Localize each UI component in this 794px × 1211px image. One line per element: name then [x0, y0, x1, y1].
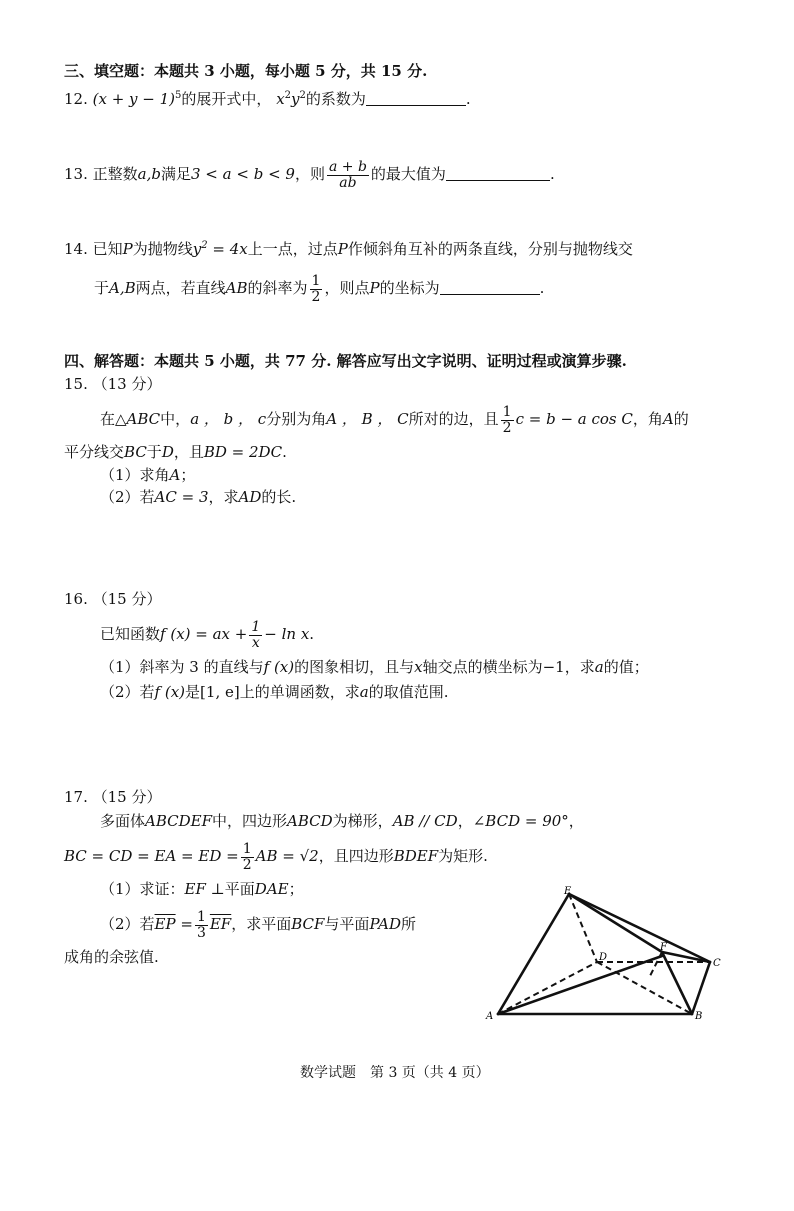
- q12-answer-blank[interactable]: [366, 90, 466, 106]
- q17-line1: 多面体ABCDEF中，四边形ABCD为梯形，AB // CD，∠BCD = 90°，: [100, 812, 584, 830]
- page-footer: 数学试题 第 3 页（共 4 页）: [300, 1065, 490, 1081]
- label-e: E: [564, 886, 572, 897]
- q17-fraction: $\frac{1}{2}$: [242, 841, 252, 873]
- q12-text2: 的系数为: [305, 90, 366, 108]
- polyhedron-figure: [484, 886, 724, 1026]
- label-d: D: [599, 952, 608, 963]
- hidden-edge-fp: [649, 952, 662, 978]
- label-f: F: [660, 942, 667, 953]
- edge-ea: [498, 894, 569, 1014]
- q17-fraction-third: $\frac{1}{3}$: [196, 909, 206, 941]
- q12-number: 12.: [64, 90, 88, 108]
- edge-bc: [692, 962, 710, 1014]
- question-12: 12. $(x + y - 1)^5$的展开式中， $x^2y^2$的系数为 .: [64, 90, 471, 108]
- edge-ap: [498, 956, 662, 1014]
- q15-line2: 平分线交BC于D，且BD = 2DC.: [64, 443, 287, 461]
- q15-header: 15. （13 分）: [64, 375, 162, 393]
- q17-line2: BC = CD = EA = ED = $\frac{1}{2}$ AB = √2，且四边形BDEF为矩形.: [64, 841, 488, 873]
- question-14-line1: 14. 已知P为抛物线$y^2 = 4x$上一点，过点P作倾斜角互补的两条直线，分别与抛物线交: [64, 240, 633, 258]
- hidden-edge-db: [597, 962, 692, 1014]
- question-14-line2: 于A,B两点，若直线AB的斜率为 $\frac{1}{2}$ ，则点P的坐标为 .: [94, 273, 545, 305]
- q16-fraction: $\frac{1}{x}$: [251, 619, 261, 651]
- q17-vector-ef: $\overline{EF}$: [209, 915, 232, 934]
- q16-part2: （2）若f (x)是[1, e]上的单调函数，求a的取值范围.: [100, 683, 449, 701]
- q15-part2: （2）若AC = 3，求AD的长.: [100, 488, 297, 506]
- edge-ef: [569, 894, 662, 952]
- question-13: 13. 正整数a,b满足3 < a < b < 9，则 $\frac{a + b}{ab}$ 的最大值为 .: [64, 159, 555, 191]
- edge-ec: [569, 894, 710, 962]
- label-b: B: [695, 1011, 703, 1022]
- q17-part1: （1）求证：EF ⊥平面DAE；: [100, 880, 304, 898]
- q17-line-last: 成角的余弦值.: [64, 948, 159, 966]
- section4-heading: 四、解答题：本题共 5 小题，共 77 分. 解答应写出文字说明、证明过程或演算步骤.: [64, 352, 627, 370]
- q12-expression: (x + y − 1): [92, 90, 176, 108]
- q16-line1: 已知函数f (x) = ax + $\frac{1}{x}$ − ln x.: [100, 619, 315, 651]
- q16-header: 16. （15 分）: [64, 590, 162, 608]
- q15-part1: （1）求角A；: [100, 466, 196, 484]
- q13-inequality: 3 < a < b < 9: [191, 165, 295, 184]
- q12-exponent: 5: [175, 90, 182, 101]
- q12-text1: 的展开式中，: [181, 90, 272, 108]
- q15-line1: 在△ABC中，a ， b ， c分别为角A ， B ， C所对的边，且 $\frac{1}{2}$ c = b − a cos C，角A的: [100, 404, 689, 436]
- edge-fc: [662, 952, 710, 962]
- q13-answer-blank[interactable]: [446, 165, 550, 181]
- label-a: A: [486, 1011, 494, 1022]
- q17-part2: （2）若$\overline{EP}$ = $\frac{1}{3}$ $\overline{EF}$，求平面BCF与平面PAD所: [100, 909, 417, 941]
- q16-part1: （1）斜率为 3 的直线与f (x)的图象相切，且与x轴交点的横坐标为−1，求a的值；: [100, 658, 649, 676]
- q13-fraction: $\frac{a + b}{ab}$: [328, 159, 367, 191]
- label-c: C: [713, 958, 721, 969]
- q12-term-x: x: [276, 90, 285, 108]
- q17-header: 17. （15 分）: [64, 788, 162, 806]
- q14-fraction: $\frac{1}{2}$: [311, 273, 321, 305]
- q17-vector-ep: $\overline{EP}$: [154, 915, 176, 934]
- q15-fraction: $\frac{1}{2}$: [502, 404, 512, 436]
- q12-term-y: y: [291, 90, 300, 108]
- q14-answer-blank[interactable]: [440, 279, 540, 295]
- q14-parabola: $y^2 = 4x$: [192, 240, 248, 258]
- section3-heading: 三、填空题：本题共 3 小题，每小题 5 分，共 15 分.: [64, 62, 428, 80]
